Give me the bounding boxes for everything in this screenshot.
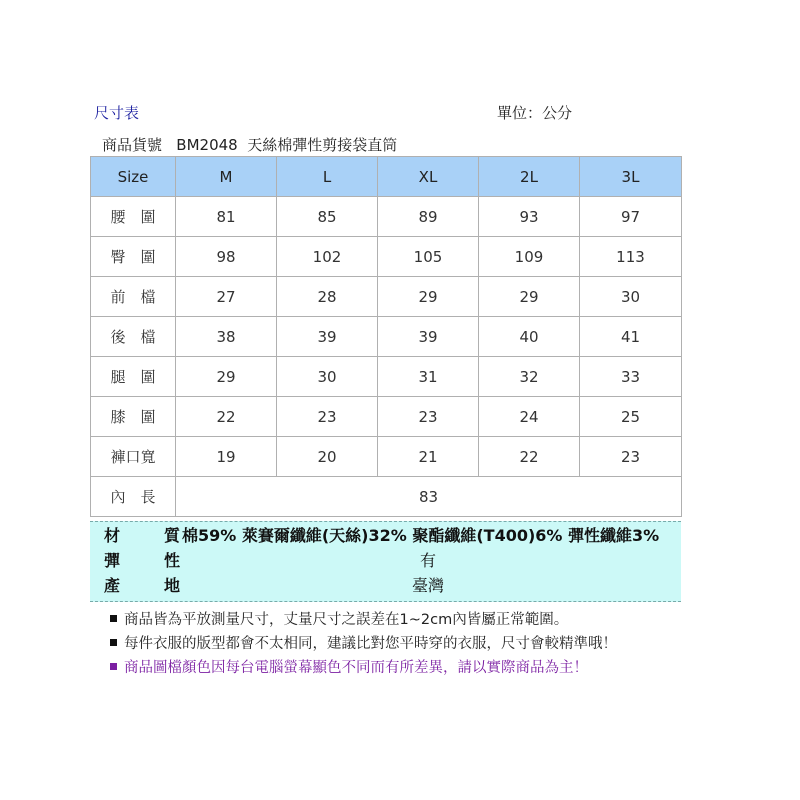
cell-value: 113	[580, 237, 682, 277]
cell-value: 109	[479, 237, 580, 277]
cell-value: 23	[378, 397, 479, 437]
table-row	[91, 277, 682, 317]
table-row	[91, 317, 682, 357]
cell-value: 98	[176, 237, 277, 277]
origin-row	[90, 574, 681, 598]
origin-label: 產 地	[104, 576, 195, 595]
inseam-value: 83	[176, 477, 682, 517]
stretch-row	[90, 549, 681, 573]
cell-value: 85	[277, 197, 378, 237]
note-text: 商品皆為平放測量尺寸，丈量尺寸之誤差在1~2cm內皆屬正常範圍。	[124, 612, 569, 628]
note-item	[110, 608, 617, 632]
header-l: L	[277, 157, 378, 197]
cell-value: 30	[580, 277, 682, 317]
cell-value: 97	[580, 197, 682, 237]
header-xl: XL	[378, 157, 479, 197]
fabric-value: 棉59% 萊賽爾纖維(天絲)32% 聚酯纖維(T400)6% 彈性纖維3%	[182, 526, 660, 545]
row-label: 腰 圍	[91, 197, 176, 237]
size-header-row	[91, 157, 682, 197]
cell-value: 30	[277, 357, 378, 397]
product-info: 商品貨號 BM2048 天絲棉彈性剪接袋直筒	[102, 136, 398, 154]
cell-value: 21	[378, 437, 479, 477]
origin-value: 臺灣	[411, 576, 444, 595]
row-label: 臀 圍	[91, 237, 176, 277]
note-text: 商品圖檔顏色因每台電腦螢幕顯色不同而有所差異，請以實際商品為主！	[124, 660, 588, 676]
cell-value: 102	[277, 237, 378, 277]
table-row	[91, 197, 682, 237]
header-size: Size	[91, 157, 176, 197]
square-bullet-icon	[110, 639, 117, 646]
table-row	[91, 237, 682, 277]
cell-value: 40	[479, 317, 580, 357]
table-row	[91, 437, 682, 477]
cell-value: 39	[378, 317, 479, 357]
fabric-row	[90, 524, 681, 548]
table-row	[91, 357, 682, 397]
cell-value: 29	[378, 277, 479, 317]
cell-value: 20	[277, 437, 378, 477]
cell-value: 24	[479, 397, 580, 437]
row-label: 膝 圍	[91, 397, 176, 437]
notes-list	[110, 608, 617, 680]
table-row	[91, 397, 682, 437]
cell-value: 29	[176, 357, 277, 397]
cell-value: 41	[580, 317, 682, 357]
header-m: M	[176, 157, 277, 197]
material-panel	[90, 521, 681, 602]
cell-value: 32	[479, 357, 580, 397]
cell-value: 105	[378, 237, 479, 277]
cell-value: 22	[176, 397, 277, 437]
fabric-label: 材 質	[104, 526, 195, 545]
row-label: 前 檔	[91, 277, 176, 317]
row-label: 褲口寬	[91, 437, 176, 477]
note-item	[110, 632, 617, 656]
note-item	[110, 656, 617, 680]
stretch-value: 有	[419, 551, 436, 570]
cell-value: 89	[378, 197, 479, 237]
header-3l: 3L	[580, 157, 682, 197]
cell-value: 28	[277, 277, 378, 317]
unit-label: 單位：公分	[497, 104, 573, 122]
inseam-row	[91, 477, 682, 517]
stretch-label: 彈 性	[104, 551, 195, 570]
note-text: 每件衣服的版型都會不太相同，建議比對您平時穿的衣服，尺寸會較精準哦！	[124, 636, 617, 652]
row-label: 內 長	[91, 477, 176, 517]
row-label: 腿 圍	[91, 357, 176, 397]
square-bullet-icon	[110, 663, 117, 670]
page-title: 尺寸表	[94, 104, 140, 122]
cell-value: 22	[479, 437, 580, 477]
cell-value: 29	[479, 277, 580, 317]
cell-value: 38	[176, 317, 277, 357]
cell-value: 31	[378, 357, 479, 397]
cell-value: 23	[277, 397, 378, 437]
cell-value: 25	[580, 397, 682, 437]
cell-value: 39	[277, 317, 378, 357]
cell-value: 19	[176, 437, 277, 477]
row-label: 後 檔	[91, 317, 176, 357]
header-2l: 2L	[479, 157, 580, 197]
cell-value: 27	[176, 277, 277, 317]
square-bullet-icon	[110, 615, 117, 622]
cell-value: 33	[580, 357, 682, 397]
cell-value: 81	[176, 197, 277, 237]
size-table	[90, 156, 682, 517]
cell-value: 93	[479, 197, 580, 237]
cell-value: 23	[580, 437, 682, 477]
